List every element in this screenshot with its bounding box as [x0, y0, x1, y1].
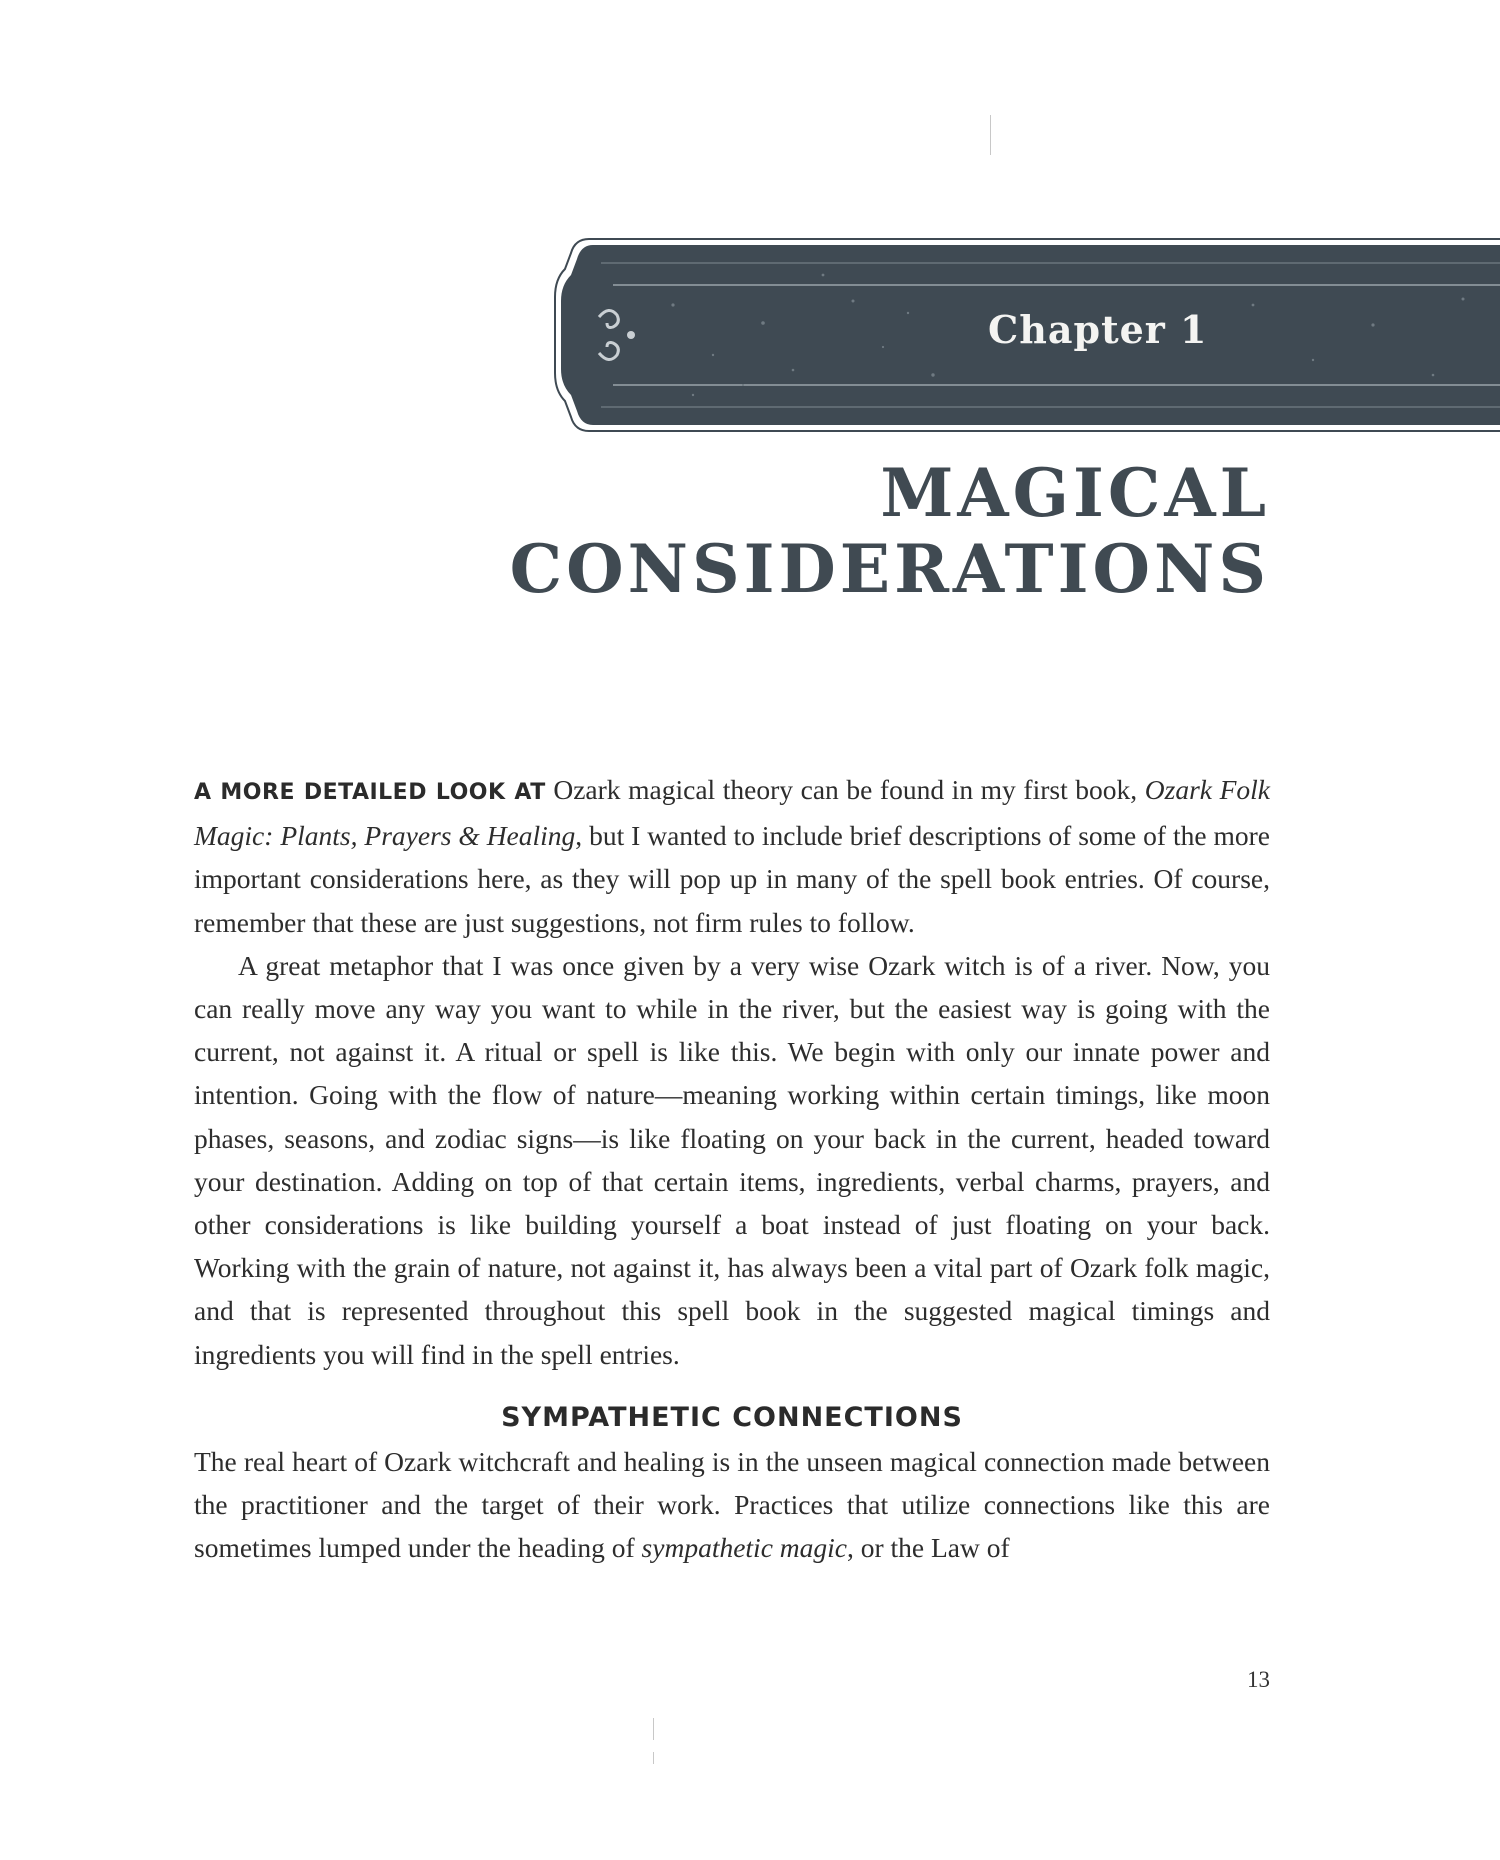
scan-artifact-line [653, 1752, 654, 1764]
chapter-number-label: Chapter 1 [988, 307, 1208, 352]
section-heading: SYMPATHETIC CONNECTIONS [501, 1401, 963, 1433]
page-number: 13 [1247, 1667, 1270, 1692]
sympathetic-magic-term: sympathetic magic [641, 1532, 847, 1564]
intro-paragraph [194, 768, 1270, 944]
chapter-title-line-1: MAGICAL [880, 454, 1270, 532]
scan-artifact-line [653, 1718, 654, 1740]
section-text-part-2: , or the Law of [846, 1532, 1010, 1564]
lead-in-text: A MORE DETAILED LOOK AT [194, 780, 546, 805]
chapter-title-line-2: CONSIDERATIONS [509, 530, 1270, 608]
intro-text-part-1: Ozark magical theory can be found in my first book, [545, 774, 1145, 805]
river-metaphor-paragraph: A great metaphor that I was once given by a very wise Ozark witch is of a river. Now, you can really move any way you want to while in the river, but the easiest way is going with the current, not against it. A ritual or spell is like this. We begin with only our innate power and intention. Going with the flow of nature—meaning working within certain timings, like moon phases, seasons, and zodiac signs—is like floating on your back in the current, headed toward your destination. Adding on top of that certain items, ingredients, verbal charms, prayers, and other considerations is like building yourself a boat instead of just floating on your back. Working with the grain of nature, not against it, has always been a vital part of Ozark folk magic, and that is represented throughout this spell book in the suggested magical timings and ingredients you will find in the spell entries. [194, 949, 1270, 1370]
intro-text-part-2: , but I wanted to include brief descriptions of some of the more important considerations here, as they will pop up in many of the spell book entries. Of course, remember that these are just suggestions, not firm rules to follow. [194, 820, 1270, 938]
section-paragraph [194, 1440, 1270, 1570]
chapter-title [510, 455, 1270, 607]
book-title: Ozark Folk Magic: Plants, Prayers & Healing [194, 774, 1270, 852]
section-text-part-1: The real heart of Ozark witchcraft and healing is in the unseen magical connection made between the practitioner and the target of their work. Practices that utilize connections like this are sometimes lumped under the heading of [194, 1445, 1270, 1564]
body-text [194, 768, 1270, 1569]
scan-artifact-line [990, 115, 991, 155]
chapter-banner [553, 235, 1500, 435]
